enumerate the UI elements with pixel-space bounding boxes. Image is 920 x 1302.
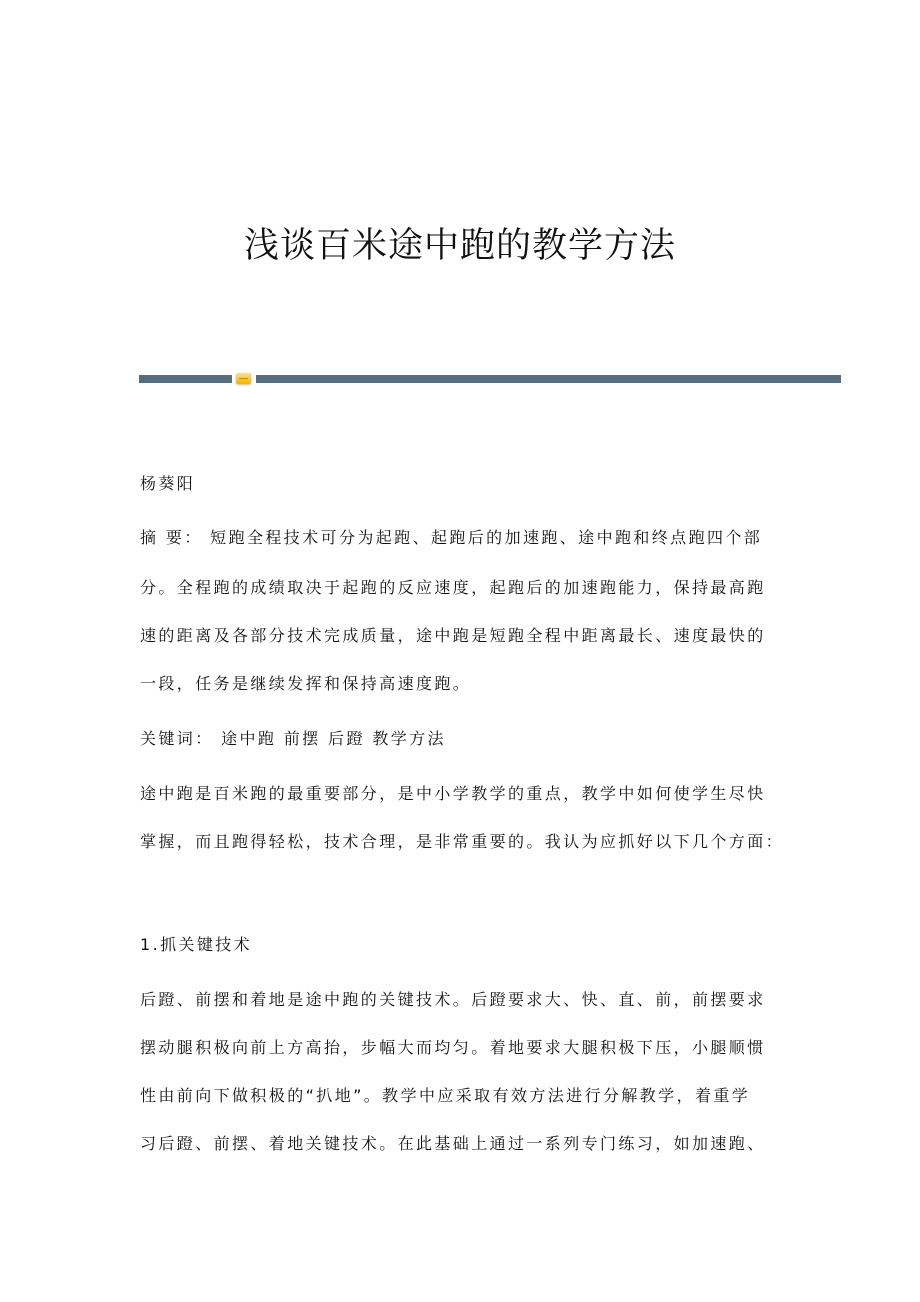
body-line: 摆动腿积极向前上方高抬，步幅大而均匀。着地要求大腿积极下压，小腿顺惯 xyxy=(140,1038,766,1057)
body-line: 习后蹬、前摆、着地关键技术。在此基础上通过一系列专门练习，如加速跑、 xyxy=(140,1134,766,1153)
document-title: 浅谈百米途中跑的教学方法 xyxy=(243,226,676,266)
abstract-line: 速的距离及各部分技术完成质量，途中跑是短跑全程中距离最长、速度最快的 xyxy=(140,626,766,645)
divider-left xyxy=(139,375,232,383)
body-line: 后蹬、前摆和着地是途中跑的关键技术。后蹬要求大、快、直、前，前摆要求 xyxy=(140,990,766,1009)
intro-line: 掌握，而且跑得轻松，技术合理，是非常重要的。我认为应抓好以下几个方面： xyxy=(140,832,785,851)
divider-right xyxy=(256,375,841,383)
divider-emblem-icon xyxy=(236,373,251,384)
body-line: 性由前向下做积极的“扒地”。教学中应采取有效方法进行分解教学，着重学 xyxy=(140,1086,751,1105)
keywords: 关键词： 途中跑 前摆 后蹬 教学方法 xyxy=(140,729,446,748)
abstract-line: 一段，任务是继续发挥和保持高速度跑。 xyxy=(140,674,472,693)
section-heading: 1.抓关键技术 xyxy=(140,935,253,954)
author: 杨葵阳 xyxy=(140,474,196,493)
abstract-line: 分。全程跑的成绩取决于起跑的反应速度，起跑后的加速跑能力，保持最高跑 xyxy=(140,578,766,597)
abstract-line: 摘 要： 短跑全程技术可分为起跑、起跑后的加速跑、途中跑和终点跑四个部 xyxy=(140,528,763,547)
intro-line: 途中跑是百米跑的最重要部分，是中小学教学的重点，教学中如何使学生尽快 xyxy=(140,784,766,803)
